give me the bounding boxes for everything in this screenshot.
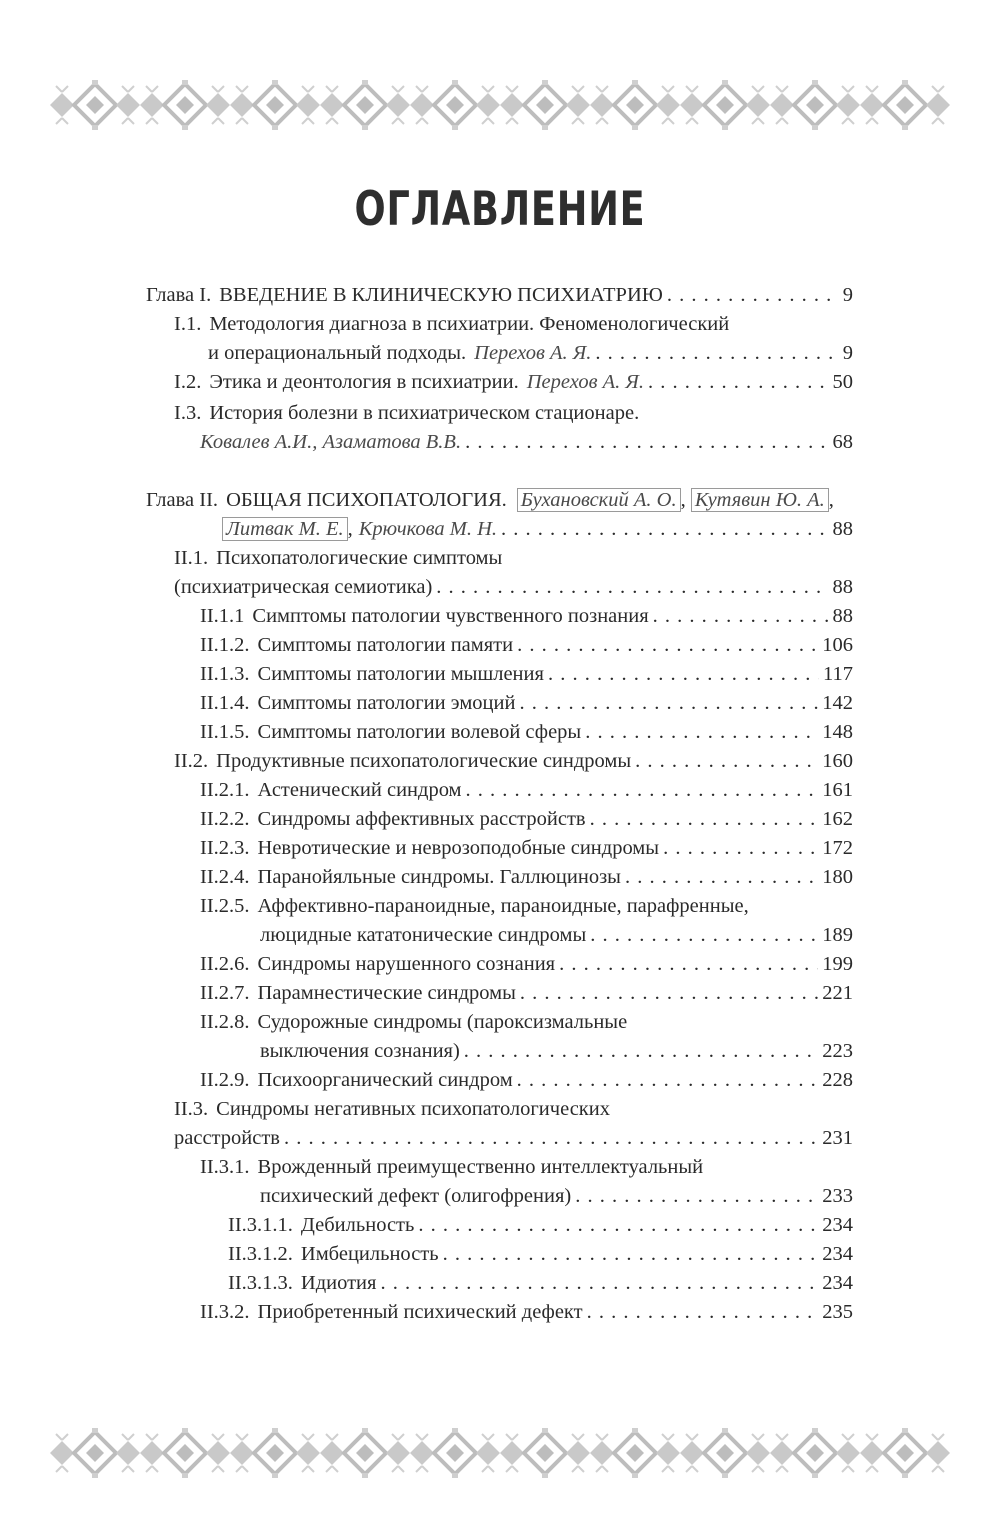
toc-number: II.2.3. <box>200 837 250 859</box>
toc-page: 189 <box>822 924 853 946</box>
dot-leader <box>443 1240 819 1269</box>
toc-entry-s231-cont[interactable] <box>260 1182 853 1211</box>
toc-entry-s2313[interactable] <box>228 1269 853 1298</box>
toc-title: Продуктивные психопатологические синдромы <box>216 750 632 772</box>
toc-number: II.3.1. <box>200 1156 250 1178</box>
toc-entry-ch2[interactable]: Глава II. ОБЩАЯ ПСИХОПАТОЛОГИЯ. Бухановский А. О. , Кутявин Ю. А. , <box>146 486 853 515</box>
toc-number: II.1.5. <box>200 721 250 743</box>
toc-entry-s227[interactable] <box>200 979 853 1008</box>
toc-page: 88 <box>832 605 853 627</box>
toc-title: Синдромы нарушенного сознания <box>257 953 556 975</box>
dot-leader <box>559 950 818 979</box>
page-title: ОГЛАВЛЕНИЕ <box>354 182 646 237</box>
dot-leader <box>517 1066 819 1095</box>
dot-leader <box>418 1211 818 1240</box>
toc-entry-s214[interactable] <box>200 689 853 718</box>
toc-number: II.1.1 <box>200 605 245 627</box>
toc-title: Дебильность <box>300 1214 415 1236</box>
toc-title: (психиатрическая семиотика) <box>174 576 433 598</box>
toc-entry-s22[interactable] <box>174 747 853 776</box>
toc-title: Аффективно-параноидные, параноидные, парафренные, <box>257 895 749 917</box>
toc-number: II.2.5. <box>200 895 250 917</box>
toc-entry-s226[interactable] <box>200 950 853 979</box>
toc-number: I.1. <box>174 313 202 335</box>
toc-page: 88 <box>832 518 853 540</box>
toc-number: II.3.2. <box>200 1301 250 1323</box>
toc-number: II.2. <box>174 750 209 772</box>
dot-leader <box>590 805 819 834</box>
top-ornament-border <box>50 80 950 130</box>
toc-entry-s13-cont[interactable] <box>200 428 853 457</box>
toc-title: Парамнестические синдромы <box>257 982 516 1004</box>
dot-leader <box>585 718 818 747</box>
dot-leader <box>519 689 818 718</box>
dot-leader <box>501 515 828 544</box>
toc-title: люцидные кататонические синдромы <box>260 924 587 946</box>
toc-title: и операциональный подходы. <box>208 342 467 364</box>
toc-title: Симптомы патологии эмоций <box>257 692 516 714</box>
toc-title: Врожденный преимущественно интеллектуальный <box>257 1156 704 1178</box>
dot-leader <box>466 776 819 805</box>
toc-entry-ch1[interactable] <box>146 281 853 310</box>
toc-page: 50 <box>832 371 853 393</box>
toc-entry-s13[interactable] <box>174 399 853 428</box>
toc-entry-s211[interactable] <box>200 602 853 631</box>
toc-entry-s21-cont[interactable] <box>174 573 853 602</box>
dot-leader <box>517 631 818 660</box>
toc-title: расстройств <box>174 1127 280 1149</box>
dot-leader <box>520 979 818 1008</box>
toc-page: 223 <box>822 1040 853 1062</box>
toc-title: История болезни в психиатрическом стационаре. <box>209 402 640 424</box>
toc-page: 88 <box>832 576 853 598</box>
dot-leader <box>587 1298 819 1327</box>
toc-number: II.3.1.3. <box>228 1272 293 1294</box>
toc-title: Этика и деонтология в психиатрии. <box>209 371 519 393</box>
toc-entry-s12[interactable] <box>174 368 853 397</box>
toc-page: 228 <box>822 1069 853 1091</box>
toc-page: 199 <box>822 953 853 975</box>
toc-entry-s221[interactable] <box>200 776 853 805</box>
toc-entry-ch2-cont[interactable]: Литвак М. Е. , Крючкова М. Н. . . . 88 <box>222 515 853 544</box>
toc-page: 68 <box>832 431 853 453</box>
toc-title: Симптомы патологии волевой сферы <box>257 721 582 743</box>
toc-number: II.1.3. <box>200 663 250 685</box>
toc-title: Синдромы аффективных расстройств <box>257 808 586 830</box>
toc-page: 142 <box>822 692 853 714</box>
toc-entry-s11-cont[interactable] <box>208 339 853 368</box>
dot-leader <box>380 1269 818 1298</box>
toc-page: 148 <box>822 721 853 743</box>
toc-entry-s2312[interactable] <box>228 1240 853 1269</box>
toc-author: Ковалев А.И., Азаматова В.В. <box>200 431 462 453</box>
toc-entry-s225-cont[interactable] <box>260 921 853 950</box>
toc-title: ОБЩАЯ ПСИХОПАТОЛОГИЯ. <box>226 489 507 511</box>
toc-number: II.2.7. <box>200 982 250 1004</box>
toc-number: II.2.2. <box>200 808 250 830</box>
toc-entry-s23-cont[interactable] <box>174 1124 853 1153</box>
toc-title: Приобретенный психический дефект <box>257 1301 583 1323</box>
toc-author-boxed: Бухановский А. О. <box>517 488 681 512</box>
dot-leader <box>635 747 818 776</box>
toc-entry-s212[interactable] <box>200 631 853 660</box>
toc-number: Глава I. <box>146 284 212 306</box>
toc-entry-s213[interactable] <box>200 660 853 689</box>
toc-title: Симптомы патологии чувственного познания <box>252 605 649 627</box>
toc-entry-s232[interactable] <box>200 1298 853 1327</box>
toc-entry-s223[interactable] <box>200 834 853 863</box>
toc-author-boxed: Литвак М. Е. <box>222 517 348 541</box>
toc-entry-s21[interactable] <box>174 544 853 573</box>
toc-page: 234 <box>822 1272 853 1294</box>
toc-number: II.2.4. <box>200 866 250 888</box>
toc-page: 172 <box>822 837 853 859</box>
toc-title: Синдромы негативных психопатологических <box>216 1098 610 1120</box>
toc-title: Психоорганический синдром <box>257 1069 513 1091</box>
toc-page: 180 <box>822 866 853 888</box>
dot-leader <box>653 602 829 631</box>
toc-number: I.3. <box>174 402 202 424</box>
toc-page: 231 <box>822 1127 853 1149</box>
toc-page: 233 <box>822 1185 853 1207</box>
toc-number: II.3.1.1. <box>228 1214 293 1236</box>
toc-title: Психопатологические симптомы <box>216 547 503 569</box>
toc-page: 235 <box>822 1301 853 1323</box>
toc-entry-s2311[interactable] <box>228 1211 853 1240</box>
dot-leader <box>590 921 818 950</box>
toc-number: I.2. <box>174 371 202 393</box>
toc-title: Паранойяльные синдромы. Галлюцинозы <box>257 866 621 888</box>
toc-entry-s222[interactable] <box>200 805 853 834</box>
toc-page: 221 <box>822 982 853 1004</box>
dot-leader <box>648 368 829 397</box>
toc-entry-s215[interactable] <box>200 718 853 747</box>
dot-leader <box>464 1037 818 1066</box>
toc-author: Крючкова М. Н. <box>358 518 498 540</box>
toc-title: ВВЕДЕНИЕ В КЛИНИЧЕСКУЮ ПСИХИАТРИЮ <box>219 284 663 306</box>
toc-author: Перехов А. Я. <box>474 342 592 364</box>
toc-entry-s11[interactable] <box>174 310 853 339</box>
toc-title: психический дефект (олигофрения) <box>260 1185 572 1207</box>
toc-page: 162 <box>822 808 853 830</box>
toc-number: II.3. <box>174 1098 209 1120</box>
toc-number: II.1.4. <box>200 692 250 714</box>
toc-page: 234 <box>822 1243 853 1265</box>
toc-number: II.2.9. <box>200 1069 250 1091</box>
toc-page: 106 <box>822 634 853 656</box>
toc-number: II.3.1.2. <box>228 1243 293 1265</box>
toc-title: Симптомы патологии памяти <box>257 634 514 656</box>
toc-entry-s229[interactable] <box>200 1066 853 1095</box>
toc-entry-s23[interactable] <box>174 1095 853 1124</box>
dot-leader <box>625 863 818 892</box>
dot-leader <box>436 573 828 602</box>
toc-entry-s231[interactable] <box>200 1153 853 1182</box>
toc-page: 161 <box>822 779 853 801</box>
toc-number: II.1. <box>174 547 209 569</box>
toc-entry-s224[interactable] <box>200 863 853 892</box>
toc-title: Невротические и неврозоподобные синдромы <box>257 837 660 859</box>
toc-entry-s228-cont[interactable] <box>260 1037 853 1066</box>
toc-author: Перехов А. Я. <box>526 371 644 393</box>
toc-title: Симптомы патологии мышления <box>257 663 544 685</box>
toc-title: Судорожные синдромы (пароксизмальные <box>257 1011 628 1033</box>
dot-leader <box>575 1182 818 1211</box>
dot-leader <box>465 428 828 457</box>
toc-title: выключения сознания) <box>260 1040 460 1062</box>
toc-title: Астенический синдром <box>257 779 462 801</box>
toc-entry-s228[interactable] <box>200 1008 853 1037</box>
toc-author-boxed: Кутявин Ю. А. <box>691 488 829 512</box>
dot-leader <box>284 1124 818 1153</box>
toc-page: 9 <box>842 342 853 364</box>
dot-leader <box>667 281 839 310</box>
bottom-ornament-border <box>50 1428 950 1478</box>
toc-title: Методология диагноза в психиатрии. Феноменологический <box>209 313 730 335</box>
toc-number: II.1.2. <box>200 634 250 656</box>
dot-leader <box>595 339 838 368</box>
toc-number: II.2.6. <box>200 953 250 975</box>
toc-number: II.2.8. <box>200 1011 250 1033</box>
toc-number: II.2.1. <box>200 779 250 801</box>
toc-page: 9 <box>842 284 853 306</box>
toc-page: 234 <box>822 1214 853 1236</box>
dot-leader <box>548 660 819 689</box>
dot-leader <box>663 834 818 863</box>
toc-title: Имбецильность <box>300 1243 439 1265</box>
toc-number: Глава II. <box>146 489 219 511</box>
toc-title: Идиотия <box>300 1272 377 1294</box>
toc-entry-s225[interactable] <box>200 892 853 921</box>
toc-page: 160 <box>822 750 853 772</box>
toc-page: 117 <box>823 663 853 685</box>
